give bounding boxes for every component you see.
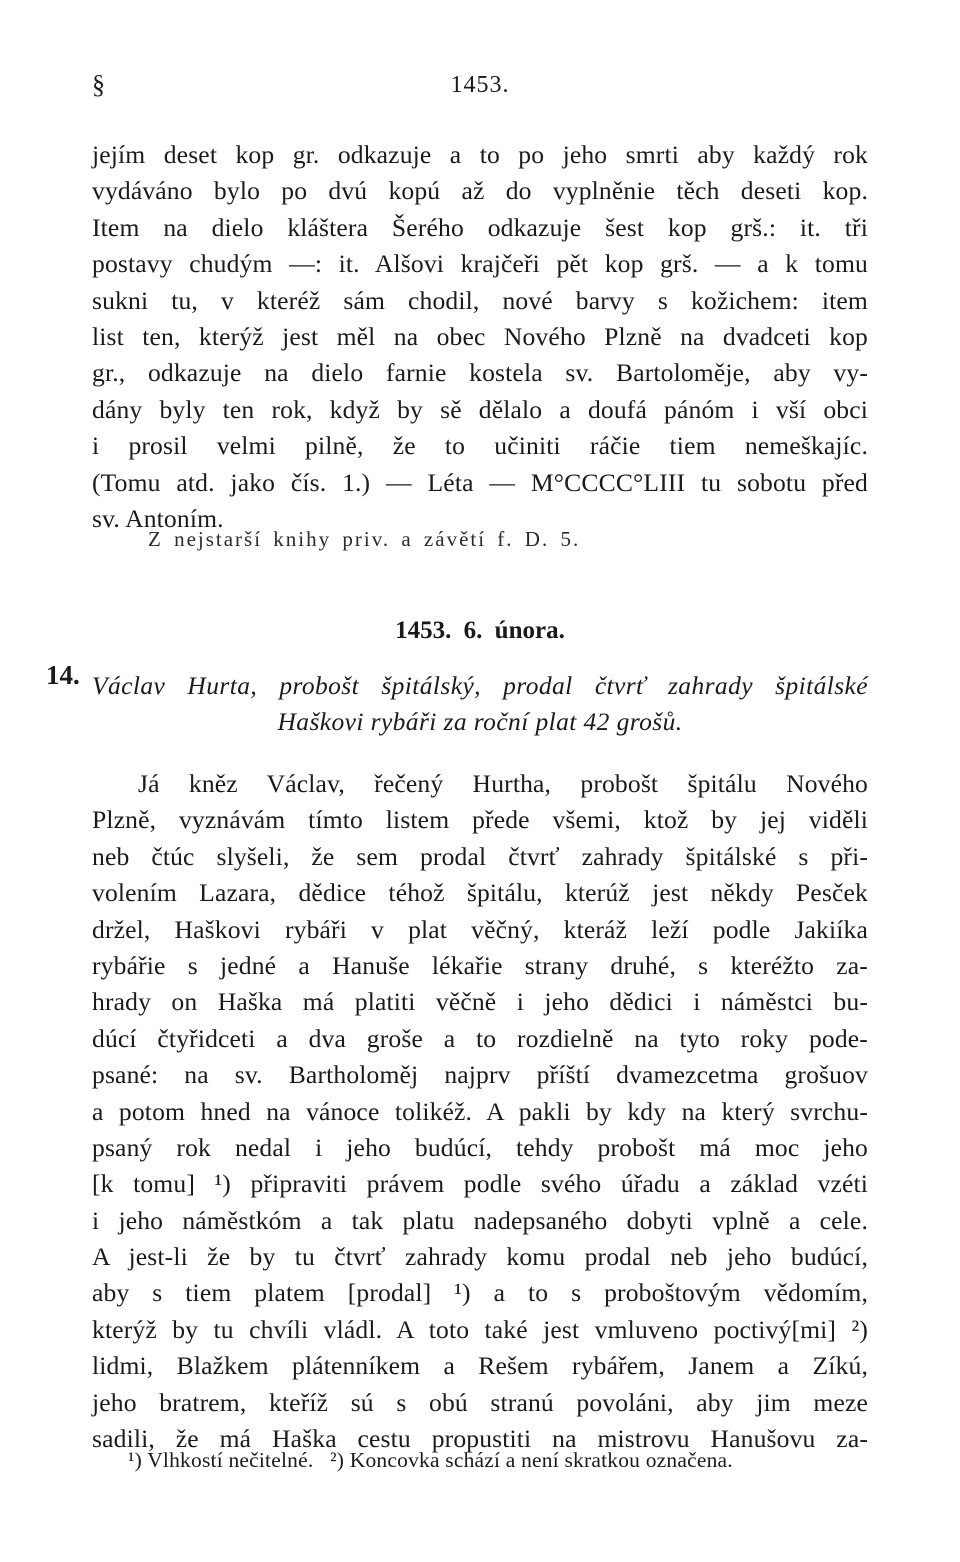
document-body (92, 766, 868, 1457)
text-line: sadili, že má Haška cestu propustiti na mistrovu Hanušovu za- (92, 1424, 868, 1454)
heading-line: Václav Hurta, probošt špitálský, prodal čtvrť zahrady špitálské (92, 671, 868, 700)
text-line: [k tomu] ¹) připraviti právem podle svého úřadu a základ vzéti (92, 1169, 868, 1199)
section-mark: § (92, 70, 105, 99)
text-line: aby s tiem platem [prodal] ¹) a to s proboštovým vědomím, (92, 1278, 868, 1308)
text-line: psaný rok nedal i jeho budúcí, tehdy probošt má moc jeho (92, 1132, 868, 1162)
text-line: vydáváno bylo po dvú kopú až do vyplněnie těch deseti kop. (92, 176, 868, 206)
document-heading (92, 668, 868, 740)
source-citation: Z nejstarší knihy priv. a závětí f. D. 5. (148, 527, 581, 551)
running-year: 1453. (450, 72, 510, 98)
text-line: gr., odkazuje na dielo farnie kostela sv. Bartoloměje, aby vy- (92, 358, 868, 388)
text-line: sukni tu, v kteréž sám chodil, nové barvy s kožichem: item (92, 285, 868, 315)
text-line: držel, Haškovi rybáři v plat věčný, kteráž leží podle Jakiíka (92, 914, 868, 944)
text-line: jejím deset kop gr. odkazuje a to po jeho smrti aby každý rok (92, 140, 868, 169)
text-line: jeho bratrem, kteříž sú s obú stranú povoláni, aby jim meze (92, 1387, 868, 1417)
text-line: lidmi, Blažkem plátenníkem a Rešem rybářem, Janem a Zíkú, (92, 1351, 868, 1381)
footnote-marker: ²) (330, 1448, 345, 1472)
text-line: (Tomu atd. jako čís. 1.) — Léta — M°CCCC°LIII tu sobotu před (92, 467, 868, 497)
text-line: volením Lazara, dědice téhož špitálu, kterúž jest někdy Pesček (92, 878, 868, 908)
document-number: 14. (46, 660, 80, 690)
text-line: a potom hned na vánoce tolikéž. A pakli by kdy na který svrchu- (92, 1096, 868, 1126)
text-line: rybářie s jedné a Hanuše lékařie strany druhé, s kteréžto za- (92, 950, 868, 980)
text-line: psané: na sv. Bartholoměj najprv příští dvamezcetma grošuov (92, 1060, 868, 1090)
footnote-text: Koncovka schází a není skratkou označena. (349, 1448, 733, 1472)
text-line: Item na dielo kláštera Šerého odkazuje šest kop grš.: it. tři (92, 212, 868, 242)
text-line: hrady on Haška má platiti věčně i jeho dědici i náměstci bu- (92, 987, 868, 1017)
text-line: sv. Antoním. (92, 503, 224, 533)
text-line: Plzně, vyznávám tímto listem přede všemi, ktož by jej viděli (92, 805, 868, 835)
previous-document-text (92, 137, 868, 537)
text-line: i jeho náměstkóm a tak platu nadepsaného dobyti vplně a cele. (92, 1205, 868, 1235)
text-line: dúcí čtyřidceti a dva groše a to rozdielně na tyto roky pode- (92, 1023, 868, 1053)
footnote-marker: ¹) (128, 1448, 143, 1472)
text-line: Já kněz Václav, řečený Hurtha, probošt špitálu Nového (138, 769, 868, 798)
text-line: list ten, kterýž jest měl na obec Nového Plzně na dvadceti kop (92, 321, 868, 351)
text-line: neb čtúc slyšeli, že sem prodal čtvrť zahrady špitálské s při- (92, 841, 868, 871)
footnotes (128, 1448, 868, 1473)
page-header (92, 70, 868, 104)
document-date: 1453. 6. února. (395, 617, 565, 644)
text-line: postavy chudým —: it. Alšovi krajčeři pět kop grš. — a k tomu (92, 249, 868, 279)
footnote-text: Vlhkostí nečitelné. (147, 1448, 314, 1472)
text-line: dány byly ten rok, když by sě dělalo a doufá pánóm i vší obci (92, 394, 868, 424)
text-line: kterýž by tu chvíli vládl. A toto také jest vmluveno poctivý[mi] ²) (92, 1314, 868, 1344)
heading-line: Haškovi rybáři za roční plat 42 grošů. (277, 707, 683, 736)
text-line: i prosil velmi pilně, že to učiniti ráčie tiem nemeškajíc. (92, 431, 868, 461)
text-line: A jest-li že by tu čtvrť zahrady komu prodal neb jeho budúcí, (92, 1242, 868, 1272)
